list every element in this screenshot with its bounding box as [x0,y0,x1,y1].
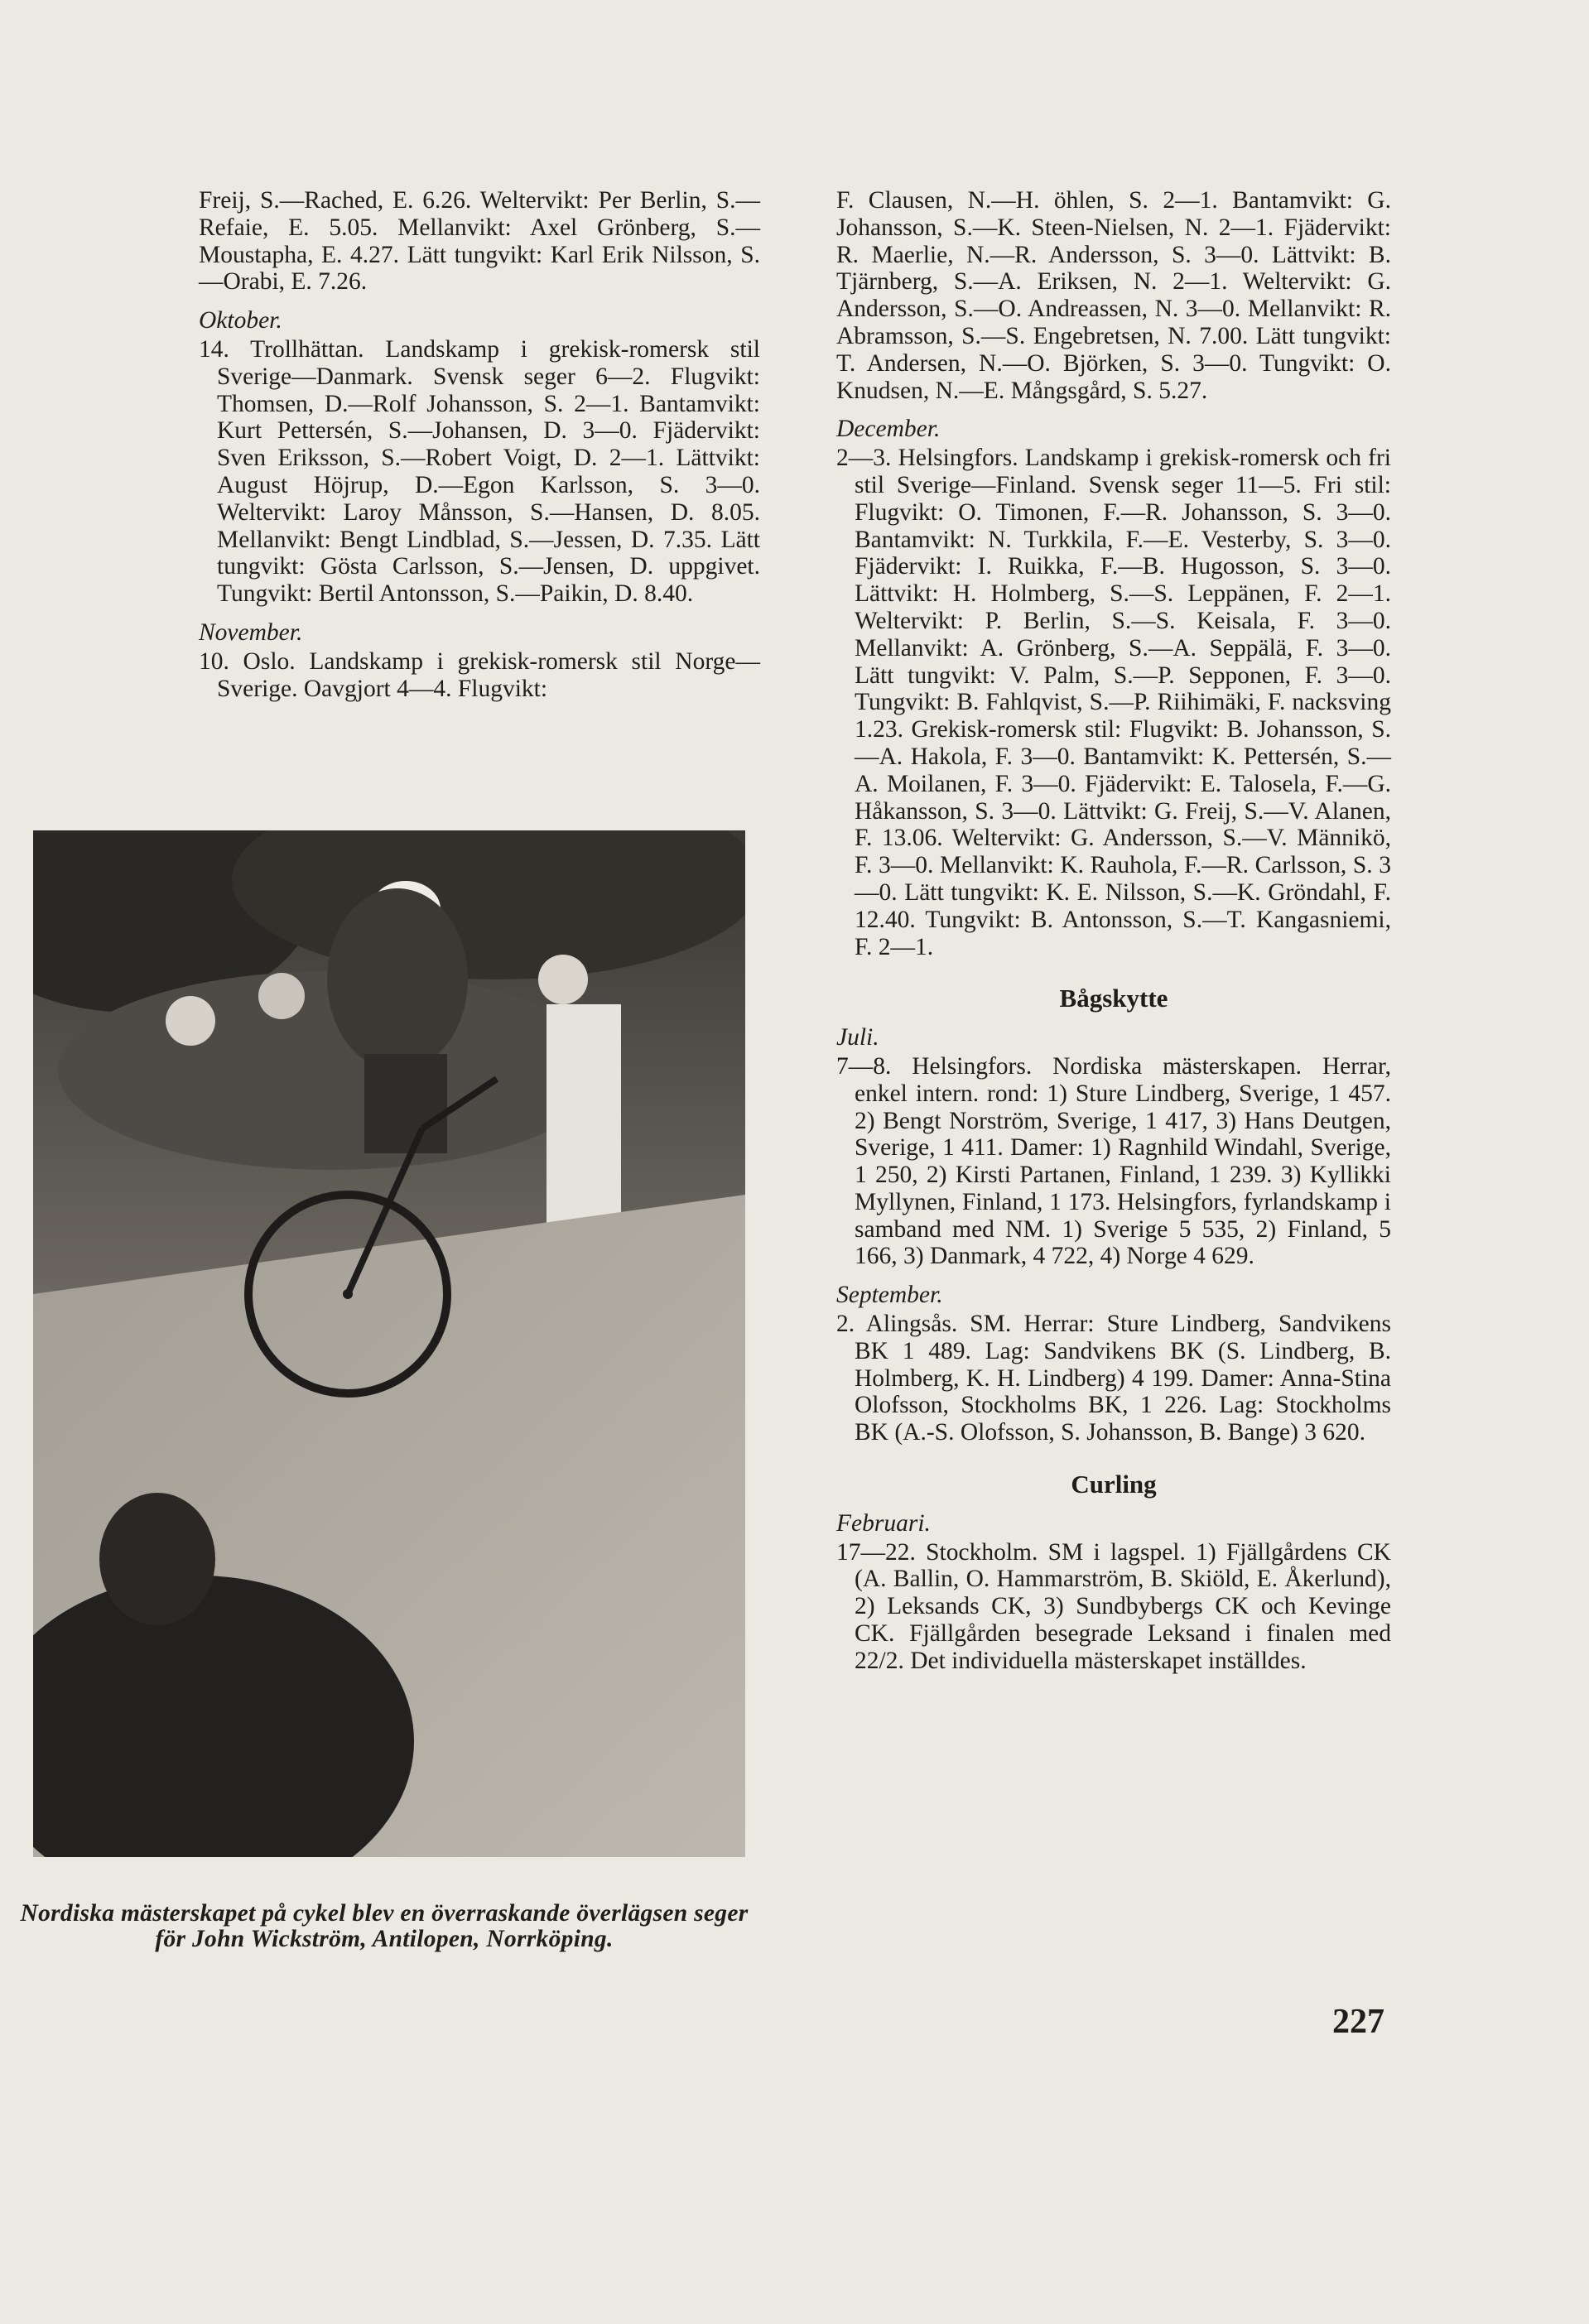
cyclist-photo [33,830,745,1857]
photo-caption: Nordiska mästerskapet på cykel blev en överraskande överlägsen seger för John Wickström, Antilopen, Norrköping. [20,1899,749,1952]
july-entry: 7—8. Helsingfors. Nordiska mästerskapen. Herrar, enkel intern. rond: 1) Sture Lindberg, Sverige, 1 457. 2) Bengt Norström, Sverige, 1 417, 3) Hans Deutgen, Sverige, 1 411. Damer: 1) Ragnhild Windahl, Sverige, 1 250, 2) Kirsti Partanen, Finland, 1 239. 3) Kyllikki Myllynen, Finland, 1 173. Helsingfors, fyrlandskamp i samband med NM. 1) Sverige 5 535, 2) Finland, 5 166, 3) Danmark, 4 722, 4) Norge 4 629. [836,1052,1391,1270]
month-february: Februari. [836,1509,931,1537]
september-entry: 2. Alingsås. SM. Herrar: Sture Lindberg, Sandvikens BK 1 489. Lag: Sandvikens BK (S. Lindberg, B. Holmberg, K. H. Lindberg) 4 199. Damer: Anna-Stina Olofsson, Stockholms BK, 1 226. Lag: Stockholms BK (A.-S. Olofsson, S. Johansson, B. Bange) 3 620. [836,1311,1391,1446]
month-december: December. [836,416,941,443]
page-number: 227 [1332,2003,1384,2041]
february-entry: 17—22. Stockholm. SM i lagspel. 1) Fjällgårdens CK (A. Ballin, O. Hammarström, B. Skiöld, E. Åkerlund), 2) Leksands CK, 3) Sundbybergs CK och Kevinge CK. Fjällgården besegrade Leksand i finalen med 22/2. Det individuella mästerskapet inställdes. [836,1538,1391,1674]
month-july: Juli. [836,1024,879,1051]
left-column [199,187,760,702]
december-entry: 2—3. Helsingfors. Landskamp i grekisk-romersk och fri stil Sverige—Finland. Svensk seger 11—5. Fri stil: Flugvikt: O. Timonen, F.—R. Johansson, S. 3—0. Bantamvikt: N. Turkkila, F.—E. Vesterby, S. 3—0. Fjädervikt: I. Ruikka, F.—B. Hugosson, S. 3—0. Lättvikt: H. Holmberg, S.—S. Leppänen, F. 2—1. Weltervikt: P. Berlin, S.—S. Keisala, F. 3—0. Mellanvikt: A. Grönberg, S.—A. Seppälä, F. 3—0. Lätt tungvikt: V. Palm, S.—P. Sepponen, F. 3—0. Tungvikt: B. Fahlqvist, S.—P. Riihimäki, F. nacksving 1.23. Grekisk-romersk stil: Flugvikt: B. Johansson, S.—A. Hakola, F. 3—0. Bantamvikt: K. Pettersén, S.—A. Moilanen, F. 3—0. Fjädervikt: E. Talosela, F.—G. Håkansson, S. 3—0. Lättvikt: G. Freij, S.—V. Alanen, F. 13.06. Weltervikt: G. Andersson, S.—V. Männikö, F. 3—0. Mellanvikt: K. Rauhola, F.—R. Carlsson, S. 3—0. Lätt tungvikt: K. E. Nilsson, S.—K. Gröndahl, F. 12.40. Tungvikt: B. Antonsson, S.—T. Kangasniemi, F. 2—1. [836,445,1391,960]
section-heading-curling: Curling [1071,1470,1157,1499]
month-november: November. [199,618,303,646]
month-september: September. [836,1282,943,1309]
october-entry: 14. Trollhättan. Landskamp i grekisk-romersk stil Sverige—Danmark. Svensk seger 6—2. Flugvikt: Thomsen, D.—Rolf Johansson, S. 2—1. Bantamvikt: Kurt Pettersén, S.—Johansen, D. 3—0. Fjädervikt: Sven Eriksson, S.—Robert Voigt, D. 2—1. Lättvikt: August Höjrup, D.—Egon Karlsson, S. 3—0. Weltervikt: Laroy Månsson, S.—Hansen, D. 8.05. Mellanvikt: Bengt Lindblad, S.—Jessen, D. 7.35. Lätt tungvikt: Gösta Carlsson, S.—Jensen, D. uppgivet. Tungvikt: Bertil Antonsson, S.—Paikin, D. 8.40. [199,335,760,608]
month-october: Oktober. [199,307,282,334]
november-entry: 10. Oslo. Landskamp i grekisk-romersk stil Norge—Sverige. Oavgjort 4—4. Flugvikt: [199,647,760,702]
section-heading-bagskytte: Bågskytte [1059,984,1168,1013]
left-intro: Freij, S.—Rached, E. 6.26. Weltervikt: Per Berlin, S.—Refaie, E. 5.05. Mellanvikt: Axel Grönberg, S.—Moustapha, E. 4.27. Lätt tungvikt: Karl Erik Nilsson, S.—Orabi, E. 7.26. [199,187,760,296]
right-column [836,187,1391,1675]
right-intro: F. Clausen, N.—H. öhlen, S. 2—1. Bantamvikt: G. Johansson, S.—K. Steen-Nielsen, N. 2—1. Fjädervikt: R. Maerlie, N.—R. Andersson, S. 3—0. Lättvikt: B. Tjärnberg, S.—A. Eriksen, N. 2—1. Weltervikt: G. Andersson, S.—O. Andreassen, N. 3—0. Mellanvikt: R. Abramsson, S.—S. Engebretsen, N. 7.00. Lätt tungvikt: T. Andersen, N.—O. Björken, S. 3—0. Tungvikt: O. Knudsen, N.—E. Mångsgård, S. 5.27. [836,187,1391,404]
